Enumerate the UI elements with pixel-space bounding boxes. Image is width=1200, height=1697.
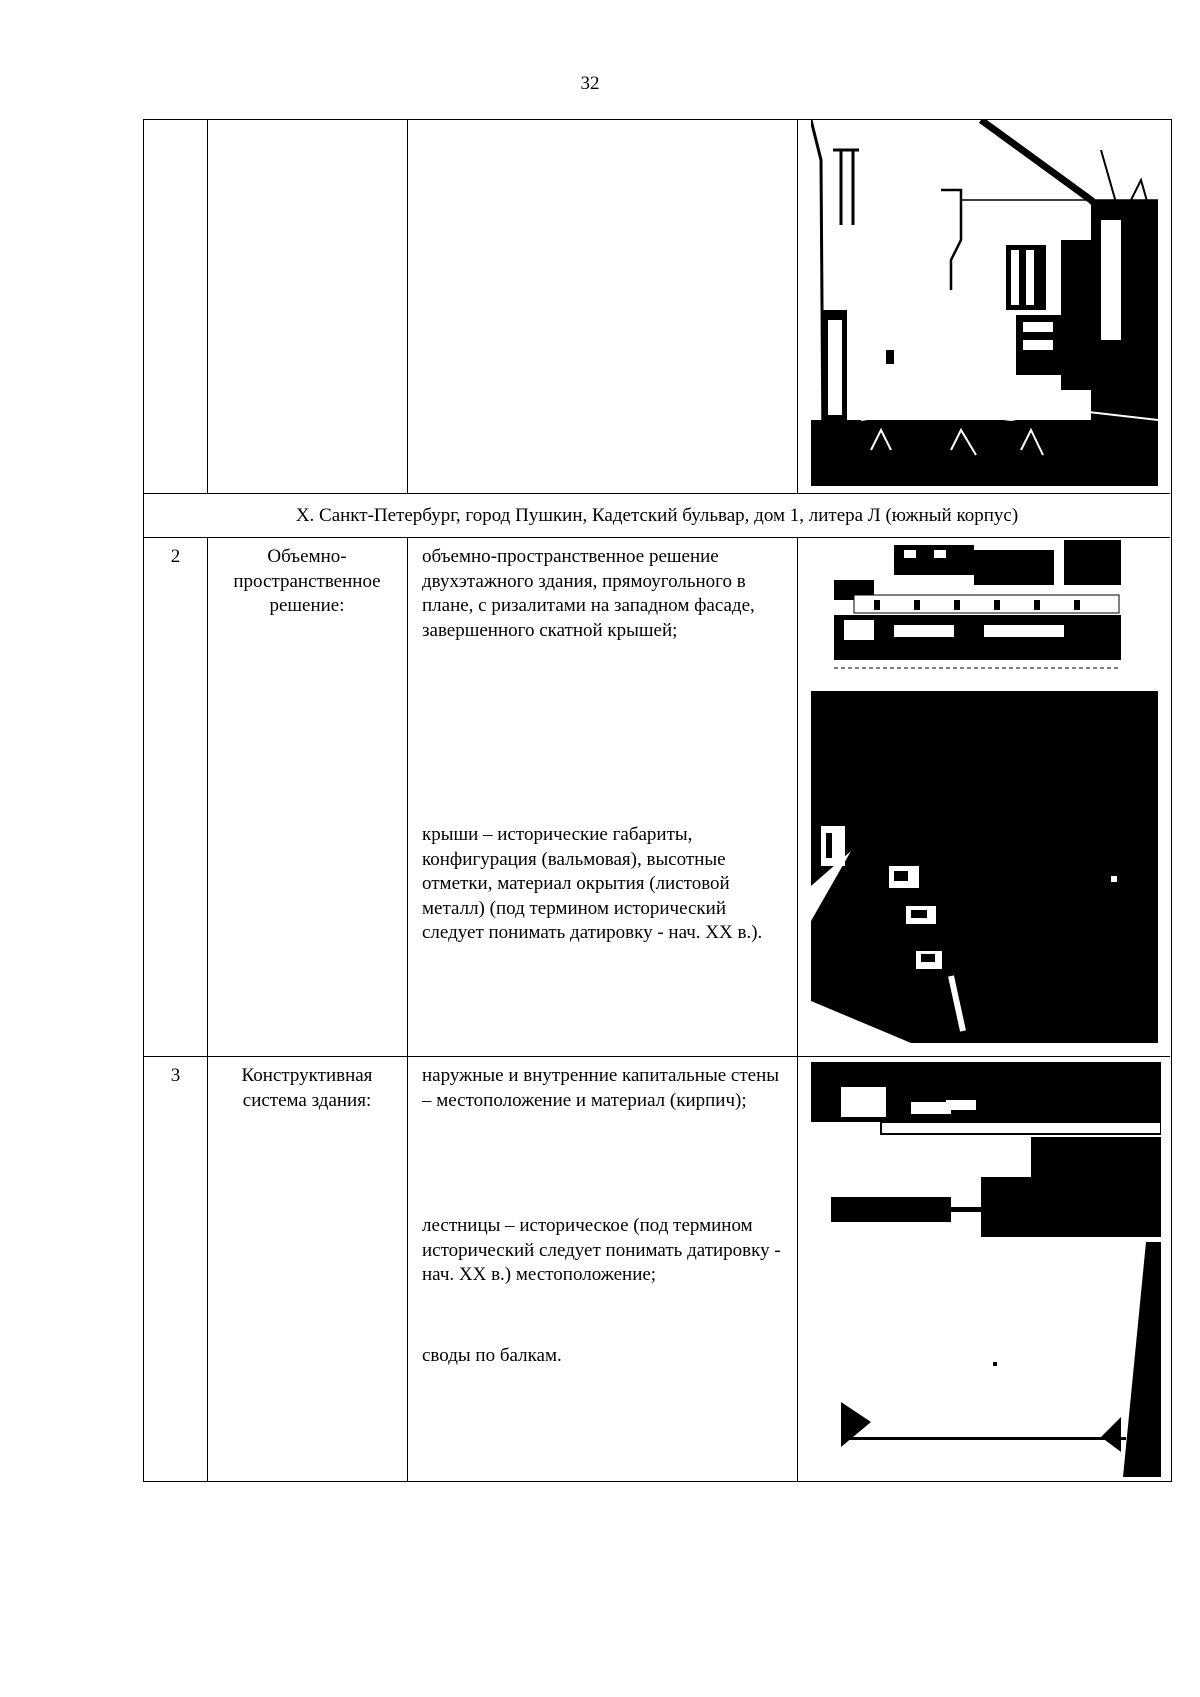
building-photo — [834, 540, 1121, 675]
row-divider — [144, 537, 1170, 538]
page-number: 32 — [580, 73, 600, 94]
interior-vault-photo — [811, 1062, 1161, 1477]
row-number: 3 — [170, 1065, 181, 1086]
column-divider — [797, 537, 798, 1481]
column-divider — [207, 120, 208, 493]
roof-aerial-photo — [811, 691, 1158, 1043]
heritage-table — [143, 119, 1172, 1482]
row-description: объемно-пространственное решение двухэтажного здания, прямоугольного в плане, с ризалитами на западном фасаде, завершенного скатной крышей; — [422, 546, 755, 641]
column-divider — [407, 120, 408, 493]
column-divider — [207, 537, 208, 1481]
row-label: Конструктивная система здания: — [241, 1065, 373, 1111]
column-divider — [797, 120, 798, 493]
row-description: крыши – исторические габариты, конфигурация (вальмовая), высотные отметки, материал окрытия (листовой металл) (под термином исторический следует понимать датировку - нач. XX в.). — [422, 824, 763, 943]
section-title: Х. Санкт-Петербург, город Пушкин, Кадетский бульвар, дом 1, литера Л (южный корпус) — [295, 505, 1019, 526]
row-divider — [144, 1056, 1170, 1057]
row-description: наружные и внутренние капитальные стены – местоположение и материал (кирпич); — [422, 1065, 780, 1111]
column-divider — [407, 537, 408, 1481]
row-description: своды по балкам. — [422, 1345, 562, 1366]
row-divider — [144, 493, 1170, 494]
facade-photo — [811, 120, 1158, 486]
row-label: Объемно-пространственное решение: — [233, 546, 381, 616]
row-description: лестницы – историческое (под термином исторический следует понимать датировку - нач. XX в.) местоположение; — [422, 1215, 781, 1285]
row-number: 2 — [170, 546, 181, 567]
